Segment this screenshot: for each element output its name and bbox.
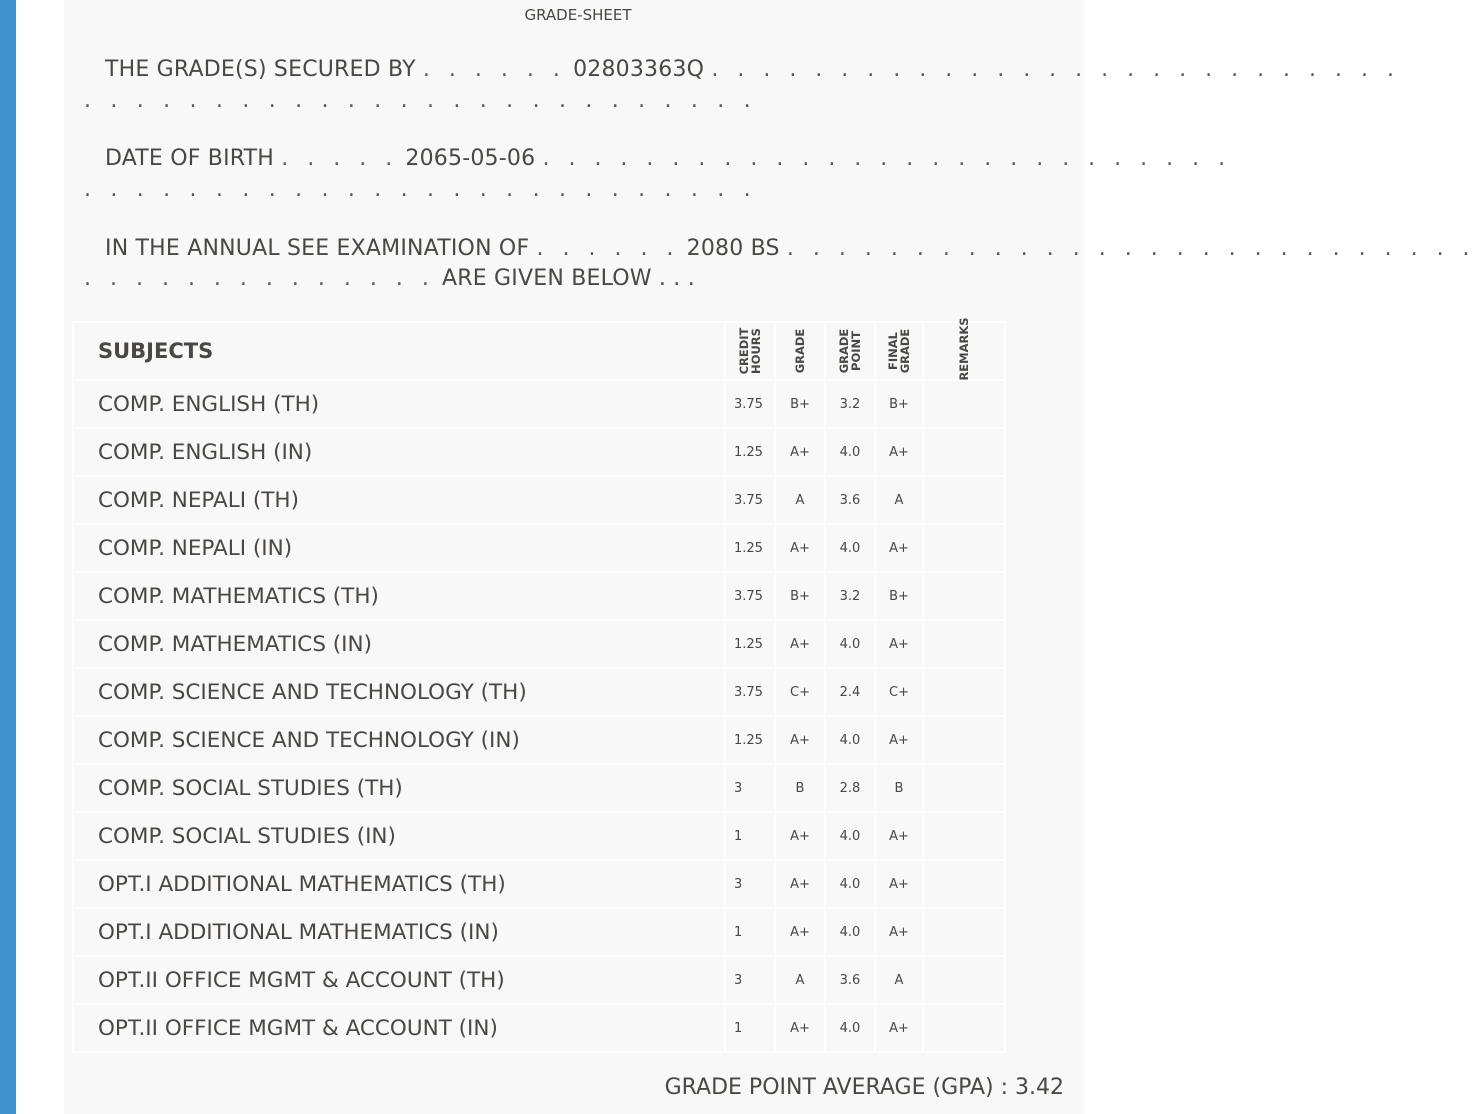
table-row [73,956,1005,1004]
dots-continuation: . . . . . . . . . . . . . . . . . . . . . . . . . . [84,88,757,113]
gpa-label: GRADE POINT AVERAGE (GPA) : [664,1075,1009,1100]
dob-line [105,146,1231,171]
subject-cell: COMP. NEPALI (IN) [73,524,725,572]
grade-cell: A+ [775,716,825,764]
table-row [73,620,1005,668]
grade-sheet [64,0,1476,1114]
subject-cell: COMP. ENGLISH (IN) [73,428,725,476]
table-row [73,428,1005,476]
grade-cell: A+ [775,860,825,908]
final-grade-cell: B+ [875,572,923,620]
header-final-line1: FINAL [886,332,900,371]
exam-label: IN THE ANNUAL SEE EXAMINATION OF [105,236,530,261]
subject-cell: OPT.II OFFICE MGMT & ACCOUNT (IN) [73,1004,725,1052]
credit-hours-cell: 1 [725,812,775,860]
remarks-cell [923,620,1005,668]
grade-cell: C+ [775,668,825,716]
header-final-line2: GRADE [898,328,912,374]
grade-cell: A+ [775,908,825,956]
header-grade [775,322,825,380]
dots: . . . . . . . . . . . . . . [84,266,435,291]
table-row [73,860,1005,908]
final-grade-cell: A [875,476,923,524]
header-grade-point [825,322,875,380]
exam-value: 2080 BS [686,236,780,261]
header-remarks [923,317,1005,381]
table-row [73,908,1005,956]
header-grade-point-text [838,329,862,374]
dots-continuation: . . . . . . . . . . . . . . . . . . . . . . . . . . [84,177,757,202]
credit-hours-cell: 1 [725,908,775,956]
dots: . . . . . . . . . . . . . . . . . . . . . . . . . . . [711,57,1400,82]
final-grade-cell: B+ [875,380,923,428]
final-grade-cell: A+ [875,524,923,572]
table-row [73,1004,1005,1052]
grade-rows [73,380,1005,1052]
grade-cell: A+ [775,812,825,860]
grade-point-cell: 3.6 [825,956,875,1004]
dots: . . . . . . . . . . . . . . . . . . . . . . . . . . . [542,146,1232,171]
grade-cell: A+ [775,524,825,572]
grade-point-cell: 4.0 [825,908,875,956]
header-final-grade-text [887,329,911,374]
credit-hours-cell: 1.25 [725,620,775,668]
grade-cell: A [775,956,825,1004]
final-grade-cell: A+ [875,860,923,908]
dots: . . . . . . [422,57,566,82]
credit-hours-cell: 3 [725,764,775,812]
table-row [73,524,1005,572]
remarks-cell [923,1004,1005,1052]
dob-label: DATE OF BIRTH [105,146,275,171]
table-row [73,572,1005,620]
grade-point-cell: 4.0 [825,428,875,476]
table-row [73,812,1005,860]
subject-cell: COMP. NEPALI (TH) [73,476,725,524]
credit-hours-cell: 1.25 [725,524,775,572]
table-row [73,380,1005,428]
subject-cell: COMP. SOCIAL STUDIES (IN) [73,812,725,860]
remarks-cell [923,476,1005,524]
header-credit-line2: HOURS [749,328,763,374]
remarks-cell [923,956,1005,1004]
secured-by-label: THE GRADE(S) SECURED BY [105,57,416,82]
remarks-cell [923,524,1005,572]
grade-point-cell: 2.8 [825,764,875,812]
grade-point-cell: 3.2 [825,380,875,428]
remarks-cell [923,668,1005,716]
credit-hours-cell: 1.25 [725,716,775,764]
remarks-cell [923,908,1005,956]
table-header-row [73,322,1005,380]
dots: . . . . . . [536,236,680,261]
grade-point-cell: 4.0 [825,620,875,668]
grade-point-cell: 4.0 [825,524,875,572]
grade-cell: B [775,764,825,812]
credit-hours-cell: 3.75 [725,572,775,620]
subject-cell: OPT.II OFFICE MGMT & ACCOUNT (TH) [73,956,725,1004]
grade-point-cell: 4.0 [825,860,875,908]
dob-value: 2065-05-06 [405,146,536,171]
grade-cell: B+ [775,380,825,428]
table-row [73,716,1005,764]
header-gp-line1: GRADE [837,328,851,374]
remarks-cell [923,428,1005,476]
subject-cell: COMP. ENGLISH (TH) [73,380,725,428]
secured-by-value: 02803363Q [573,57,705,82]
remarks-cell [923,716,1005,764]
grade-point-cell: 2.4 [825,668,875,716]
given-below-line [84,266,695,291]
given-below-text: ARE GIVEN BELOW . . . [442,266,695,291]
sheet-title [64,6,1084,24]
credit-hours-cell: 3 [725,860,775,908]
final-grade-cell: B [875,764,923,812]
header-gp-line2: POINT [849,331,863,371]
header-grade-text: GRADE [793,328,807,374]
subject-cell: COMP. SOCIAL STUDIES (TH) [73,764,725,812]
exam-line [105,236,1476,261]
credit-hours-cell: 3.75 [725,668,775,716]
sheet-title-text: GRADE-SHEET [524,6,632,24]
remarks-cell [923,572,1005,620]
subject-cell: COMP. SCIENCE AND TECHNOLOGY (TH) [73,668,725,716]
grade-point-cell: 3.2 [825,572,875,620]
final-grade-cell: A+ [875,1004,923,1052]
final-grade-cell: C+ [875,668,923,716]
gpa-value: 3.42 [1015,1075,1064,1100]
header-remarks-text: REMARKS [957,317,971,381]
credit-hours-cell: 3.75 [725,380,775,428]
remarks-cell [923,764,1005,812]
subject-cell: COMP. MATHEMATICS (IN) [73,620,725,668]
final-grade-cell: A+ [875,620,923,668]
accent-bar [0,0,16,1114]
credit-hours-cell: 3.75 [725,476,775,524]
dots: . . . . . [281,146,399,171]
subject-cell: OPT.I ADDITIONAL MATHEMATICS (IN) [73,908,725,956]
table-row [73,668,1005,716]
header-final-grade [875,322,923,380]
header-credit-line1: CREDIT [737,327,751,375]
grade-cell: B+ [775,572,825,620]
subject-cell: OPT.I ADDITIONAL MATHEMATICS (TH) [73,860,725,908]
final-grade-cell: A+ [875,908,923,956]
remarks-cell [923,812,1005,860]
final-grade-cell: A [875,956,923,1004]
remarks-cell [923,380,1005,428]
credit-hours-cell: 1.25 [725,428,775,476]
gpa-summary [665,1075,1064,1100]
secured-by-line [105,57,1400,82]
table-row [73,764,1005,812]
grades-table [72,317,1006,1053]
credit-hours-cell: 1 [725,1004,775,1052]
grade-point-cell: 4.0 [825,716,875,764]
remarks-cell [923,860,1005,908]
header-credit-hours-text [738,328,762,375]
grade-point-cell: 4.0 [825,812,875,860]
table-row [73,476,1005,524]
final-grade-cell: A+ [875,812,923,860]
header-subjects: SUBJECTS [73,322,725,380]
grade-cell: A+ [775,620,825,668]
grade-cell: A+ [775,428,825,476]
subject-cell: COMP. MATHEMATICS (TH) [73,572,725,620]
grade-cell: A+ [775,1004,825,1052]
subject-cell: COMP. SCIENCE AND TECHNOLOGY (IN) [73,716,725,764]
credit-hours-cell: 3 [725,956,775,1004]
final-grade-cell: A+ [875,716,923,764]
grade-point-cell: 4.0 [825,1004,875,1052]
grade-cell: A [775,476,825,524]
dots: . . . . . . . . . . . . . . . . . . . . . . . . . . . [786,236,1476,261]
header-credit-hours [725,322,775,380]
final-grade-cell: A+ [875,428,923,476]
grade-point-cell: 3.6 [825,476,875,524]
